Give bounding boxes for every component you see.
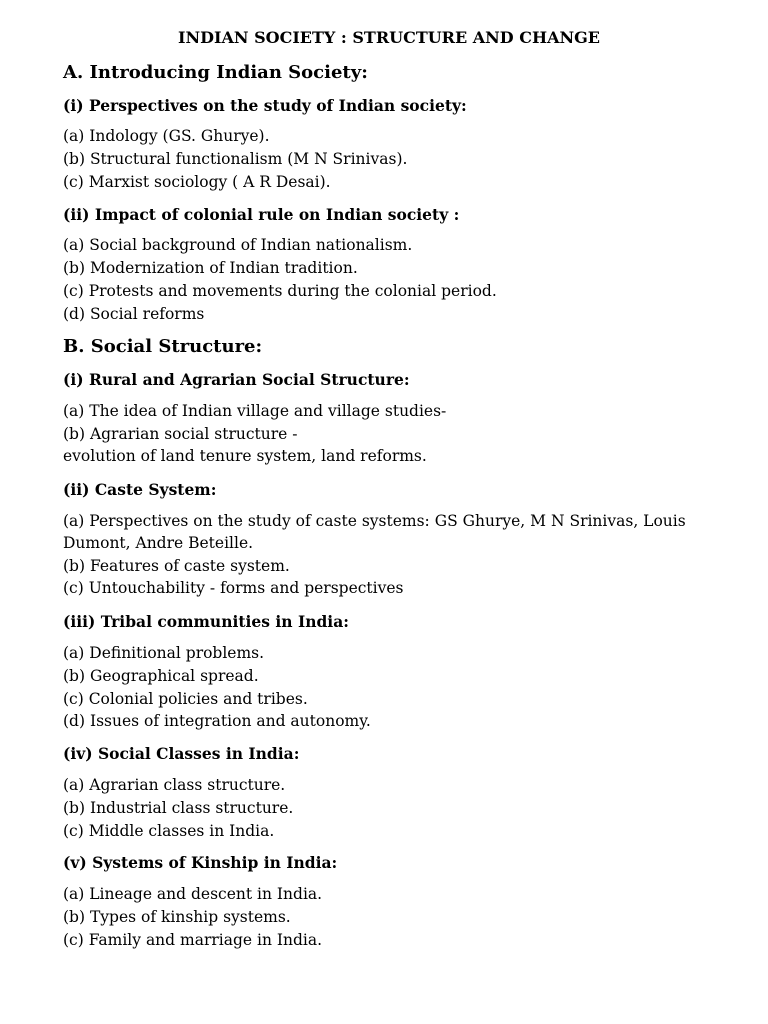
list-item: (b) Structural functionalism (M N Srinivas). (63, 150, 408, 168)
list-item: (c) Middle classes in India. (63, 822, 275, 840)
section-a-heading: A. Introducing Indian Society: (63, 62, 368, 83)
list-item: (a) Indology (GS. Ghurye). (63, 127, 270, 145)
list-item: (b) Types of kinship systems. (63, 908, 291, 926)
list-item: (d) Issues of integration and autonomy. (63, 712, 371, 730)
list-item: (b) Modernization of Indian tradition. (63, 259, 358, 277)
subsection-heading: (i) Rural and Agrarian Social Structure: (63, 370, 410, 389)
subsection-heading: (ii) Impact of colonial rule on Indian society : (63, 205, 460, 224)
list-item: (a) Agrarian class structure. (63, 776, 286, 794)
subsection-heading: (i) Perspectives on the study of Indian society: (63, 96, 467, 115)
list-item: (a) Social background of Indian nationalism. (63, 236, 413, 254)
page-title: INDIAN SOCIETY : STRUCTURE AND CHANGE (178, 28, 600, 47)
list-item: (a) Lineage and descent in India. (63, 885, 323, 903)
list-item: (b) Industrial class structure. (63, 799, 294, 817)
list-item: (c) Marxist sociology ( A R Desai). (63, 173, 331, 191)
list-item: Dumont, Andre Beteille. (63, 534, 254, 552)
subsection-heading: (v) Systems of Kinship in India: (63, 853, 338, 872)
list-item: (d) Social reforms (63, 305, 205, 323)
list-item: (c) Protests and movements during the colonial period. (63, 282, 497, 300)
subsection-heading: (iii) Tribal communities in India: (63, 612, 349, 631)
subsection-heading: (iv) Social Classes in India: (63, 744, 300, 763)
list-item: (b) Agrarian social structure - (63, 425, 298, 443)
list-item: (b) Geographical spread. (63, 667, 259, 685)
list-item: (c) Family and marriage in India. (63, 931, 323, 949)
list-item: (a) The idea of Indian village and village studies- (63, 402, 447, 420)
list-item: evolution of land tenure system, land reforms. (63, 447, 427, 465)
list-item: (a) Perspectives on the study of caste systems: GS Ghurye, M N Srinivas, Louis (63, 512, 686, 530)
section-b-heading: B. Social Structure: (63, 336, 263, 357)
list-item: (c) Untouchability - forms and perspectives (63, 579, 404, 597)
list-item: (b) Features of caste system. (63, 557, 290, 575)
list-item: (c) Colonial policies and tribes. (63, 690, 308, 708)
list-item: (a) Definitional problems. (63, 644, 265, 662)
subsection-heading: (ii) Caste System: (63, 480, 217, 499)
